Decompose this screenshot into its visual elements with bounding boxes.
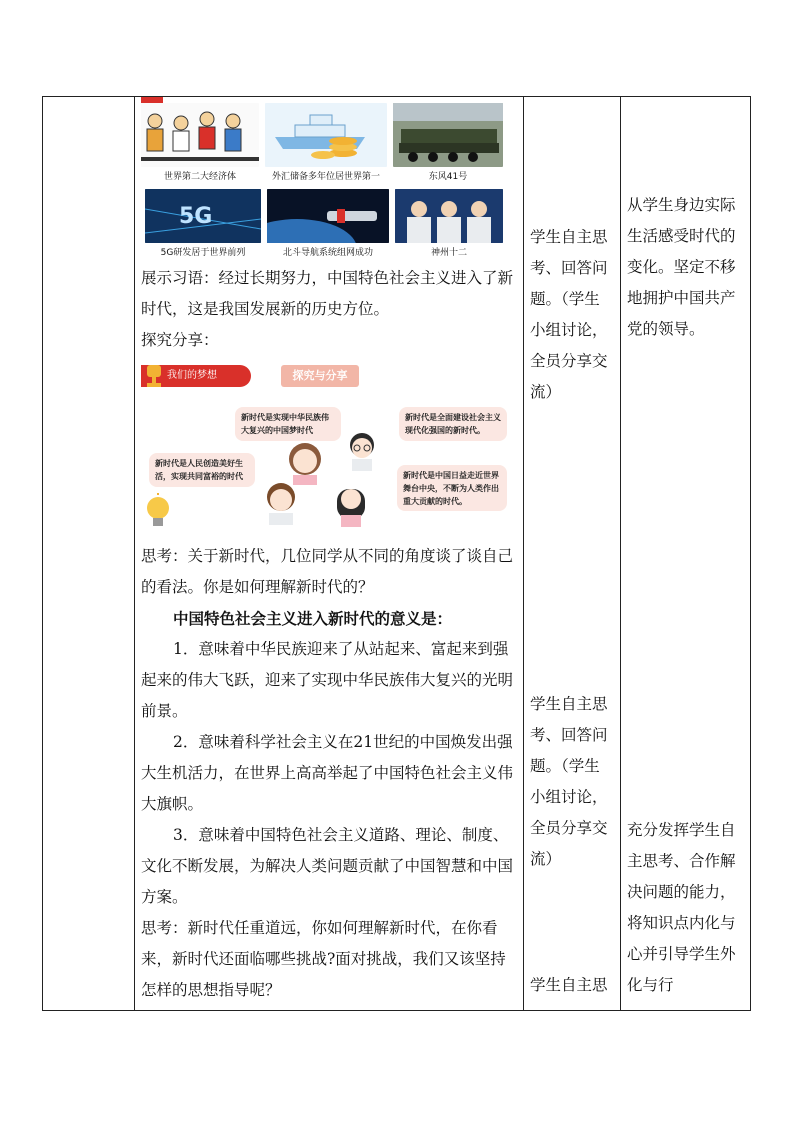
lightbulb-icon	[143, 493, 173, 531]
missile-vehicle-photo-icon	[393, 103, 503, 167]
bubble-1: 新时代是实现中华民族伟大复兴的中国梦时代	[235, 407, 341, 441]
dream-banner: 我们的梦想	[141, 365, 251, 387]
image-caption: 5G研发居于世界前列	[160, 248, 246, 258]
astronauts-photo-icon	[395, 189, 503, 243]
runners-illustration-icon	[141, 103, 259, 167]
image-caption: 东风41号	[428, 172, 468, 182]
image-5g	[145, 189, 261, 258]
explore-banner: 探究与分享	[281, 365, 359, 387]
student-activity-1: 学生自主思考、回答问题。（学生小组讨论，全员分享交流）	[530, 228, 608, 401]
photo-row-2	[145, 189, 503, 258]
text-block-1	[141, 263, 519, 356]
design-intent-1: 从学生身边实际生活感受时代的变化。坚定不移地拥护中国共产党的领导。	[627, 196, 736, 338]
image-beidou	[267, 189, 389, 258]
trophy-icon	[143, 361, 165, 389]
image-economy	[141, 103, 259, 182]
girl-long-hair-avatar-icon	[331, 481, 371, 527]
svg-text:5G: 5G	[179, 204, 213, 229]
show-xi-text: 展示习语：经过长期努力，中国特色社会主义进入了新时代，这是我国发展新的历史方位。	[141, 269, 514, 318]
student-activity-cell	[524, 97, 620, 1010]
content-cell	[135, 97, 523, 1010]
photo-row-1	[141, 103, 503, 182]
girl-avatar-icon	[285, 441, 325, 485]
image-df41	[393, 103, 503, 182]
design-intent-2: 充分发挥学生自主思考、合作解决问题的能力，将知识点内化与心并引导学生外化与行	[627, 821, 736, 994]
significance-title: 中国特色社会主义进入新时代的意义是：	[173, 609, 453, 628]
boy-avatar-icon	[263, 481, 299, 525]
significance-point-3: 3．意味着中国特色社会主义道路、理论、制度、文化不断发展，为解决人类问题贡献了中国智慧和中国方案。	[141, 826, 514, 906]
bubble-4: 新时代是中国日益走近世界舞台中央，不断为人类作出重大贡献的时代。	[397, 465, 507, 511]
ship-coins-illustration-icon	[265, 103, 387, 167]
boy-glasses-avatar-icon	[345, 431, 379, 471]
student-activity-2: 学生自主思考、回答问题。（学生小组讨论，全员分享交流）	[530, 695, 608, 868]
image-caption: 外汇储备多年位居世界第一	[271, 172, 380, 182]
text-block-2	[141, 541, 519, 1006]
bubble-3: 新时代是人民创造美好生活，实现共同富裕的时代	[149, 453, 255, 487]
lesson-table	[42, 96, 751, 1011]
explore-share-label: 探究分享：	[141, 331, 219, 349]
image-shenzhou	[395, 189, 503, 258]
bubble-2: 新时代是全面建设社会主义现代化强国的新时代。	[399, 407, 507, 441]
design-intent-cell	[621, 97, 751, 1010]
think-2-text: 思考：新时代任重道远，你如何理解新时代，在你看来，新时代还面临哪些挑战?面对挑战，我们又该坚持怎样的思想指导呢？	[141, 919, 506, 999]
image-caption: 世界第二大经济体	[163, 172, 236, 182]
significance-point-1: 1．意味着中华民族迎来了从站起来、富起来到强起来的伟大飞跃，迎来了实现中华民族伟大复兴的光明前景。	[141, 640, 514, 720]
student-activity-3: 学生自主思	[530, 976, 608, 994]
image-caption: 北斗导航系统组网成功	[282, 248, 373, 258]
satellite-photo-icon	[267, 189, 389, 243]
image-caption: 神州十二	[430, 248, 467, 258]
significance-point-2: 2．意味着科学社会主义在21世纪的中国焕发出强大生机活力，在世界上高高举起了中国特色社会主义伟大旗帜。	[141, 733, 514, 813]
think-1-text: 思考：关于新时代，几位同学从不同的角度谈了谈自己的看法。你是如何理解新时代的？	[141, 547, 514, 596]
image-forex	[265, 103, 387, 182]
5g-photo-icon	[145, 189, 261, 243]
